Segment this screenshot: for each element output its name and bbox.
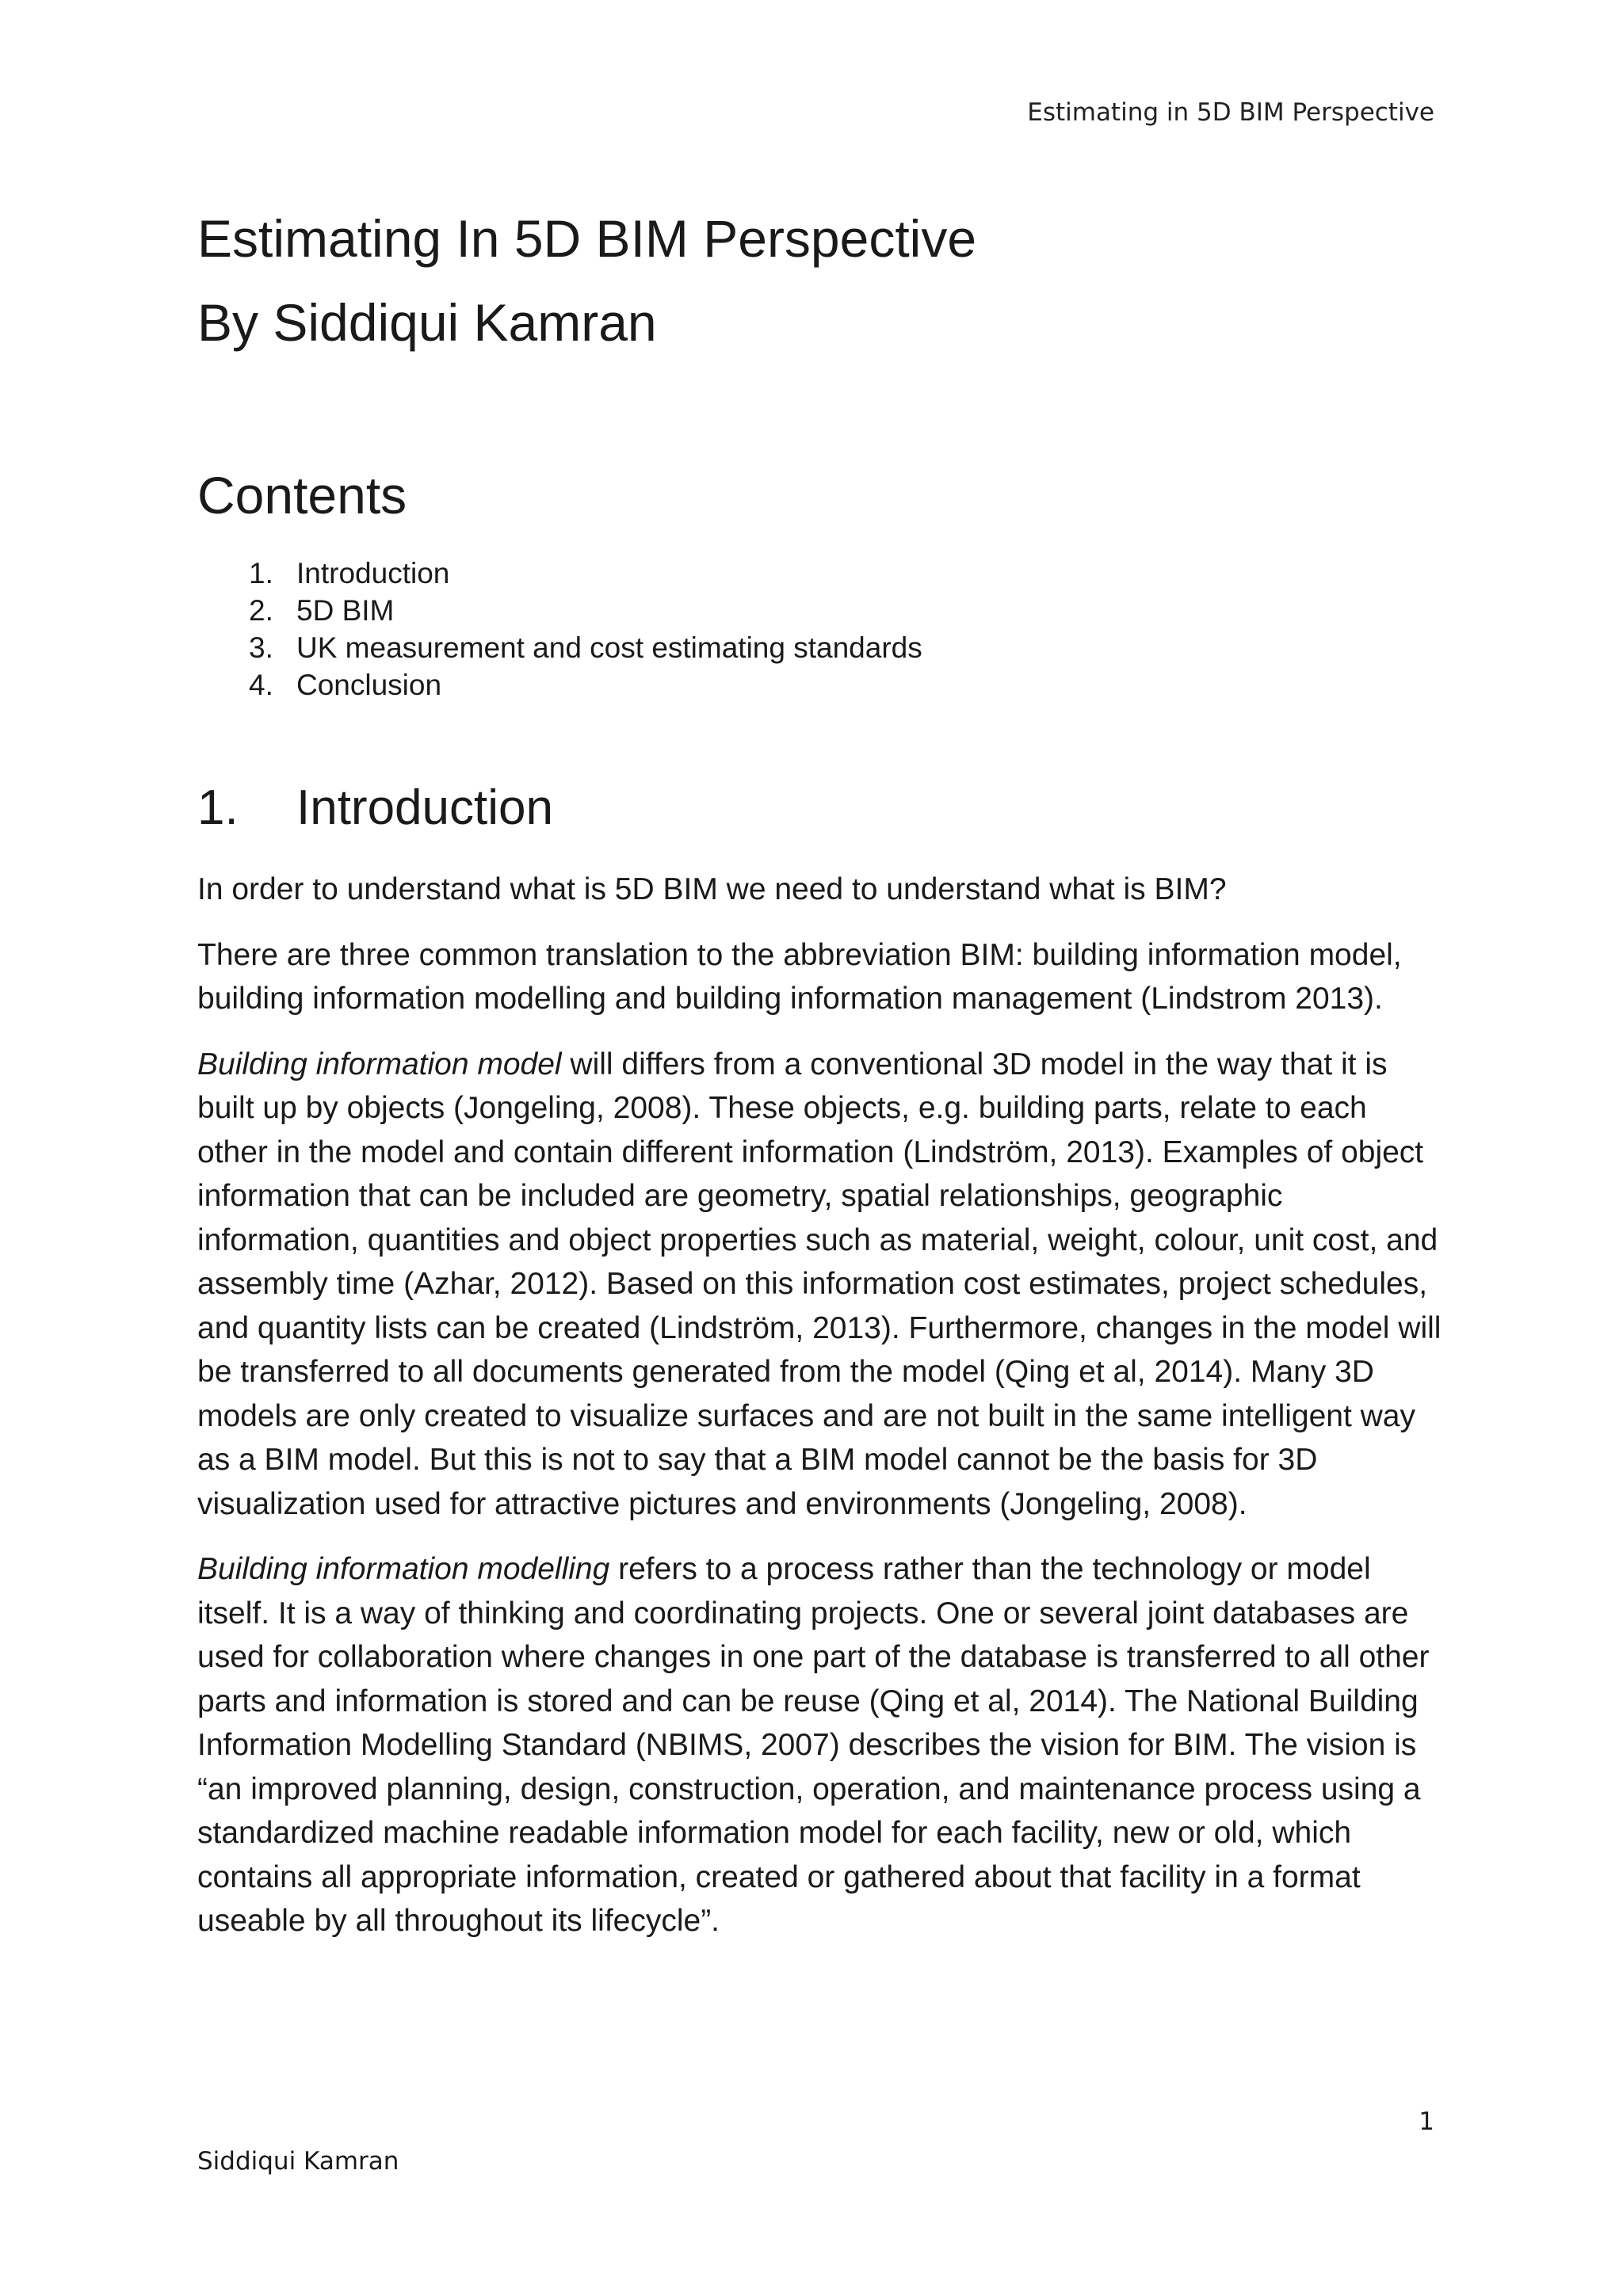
paragraph: In order to understand what is 5D BIM we need to understand what is BIM?	[197, 872, 1227, 906]
toc-item	[197, 592, 922, 629]
italic-term: Building information modelling	[197, 1552, 610, 1586]
paragraph	[197, 1547, 1445, 1943]
running-footer-author: Siddiqui Kamran	[197, 2147, 399, 2176]
toc-item-number: 3.	[249, 631, 273, 664]
running-header: Estimating in 5D BIM Perspective	[1027, 98, 1434, 127]
document-title-line: Estimating In 5D BIM Perspective	[197, 209, 977, 268]
toc-item-number: 2.	[249, 594, 273, 627]
section-body	[197, 868, 1445, 1965]
paragraph-text: will differs from a conventional 3D model in the way that it is built up by objects (Jongeling, 2008). These objects, e.g. building parts, relate to each other in the model and contain different information (Lindström, 2013). Examples of object information that can be included are geometry, spatial relationships, geographic information, quantities and object properties such as material, weight, colour, unit cost, and assembly time (Azhar, 2012). Based on this information cost estimates, project schedules, and quantity lists can be created (Lindström, 2013). Furthermore, changes in the model will be transferred to all documents generated from the model (Qing et al, 2014). Many 3D models are only created to visualize surfaces and are not built in the same intelligent way as a BIM model. But this is not to say that a BIM model cannot be the basis for 3D visualization used for attractive pictures and environments (Jongeling, 2008).	[197, 1047, 1442, 1521]
toc-item-label: Introduction	[296, 557, 450, 589]
toc-item	[197, 555, 922, 592]
section-heading-introduction	[197, 772, 553, 844]
paragraph: There are three common translation to the abbreviation BIM: building information model, building information modelling and building information management (Lindstrom 2013).	[197, 937, 1402, 1016]
toc-item-number: 1.	[249, 557, 273, 589]
toc-item-number: 4.	[249, 669, 273, 701]
toc-item	[197, 629, 922, 666]
document-author-line: By Siddiqui Kamran	[197, 293, 657, 352]
paragraph	[197, 1043, 1445, 1527]
section-number: 1.	[197, 780, 239, 835]
contents-heading: Contents	[197, 466, 407, 524]
toc-item	[197, 666, 922, 704]
toc-item-label: UK measurement and cost estimating standards	[296, 631, 922, 664]
paragraph-text: refers to a process rather than the technology or model itself. It is a way of thinking and coordinating projects. One or several joint databases are used for collaboration where changes in one part of the database is transferred to all other parts and information is stored and can be reuse (Qing et al, 2014). The National Building Information Modelling Standard (NBIMS, 2007) describes the vision for BIM. The vision is “an improved planning, design, construction, operation, and maintenance process using a standardized machine readable information model for each facility, new or old, which contains all appropriate information, created or gathered about that facility in a format useable by all throughout its lifecycle”.	[197, 1552, 1430, 1938]
toc-item-label: Conclusion	[296, 669, 442, 701]
table-of-contents	[197, 555, 922, 704]
toc-item-label: 5D BIM	[296, 594, 395, 627]
document-title	[197, 196, 1434, 364]
section-title: Introduction	[296, 780, 553, 835]
page-number: 1	[1419, 2107, 1434, 2136]
italic-term: Building information model	[197, 1047, 562, 1081]
